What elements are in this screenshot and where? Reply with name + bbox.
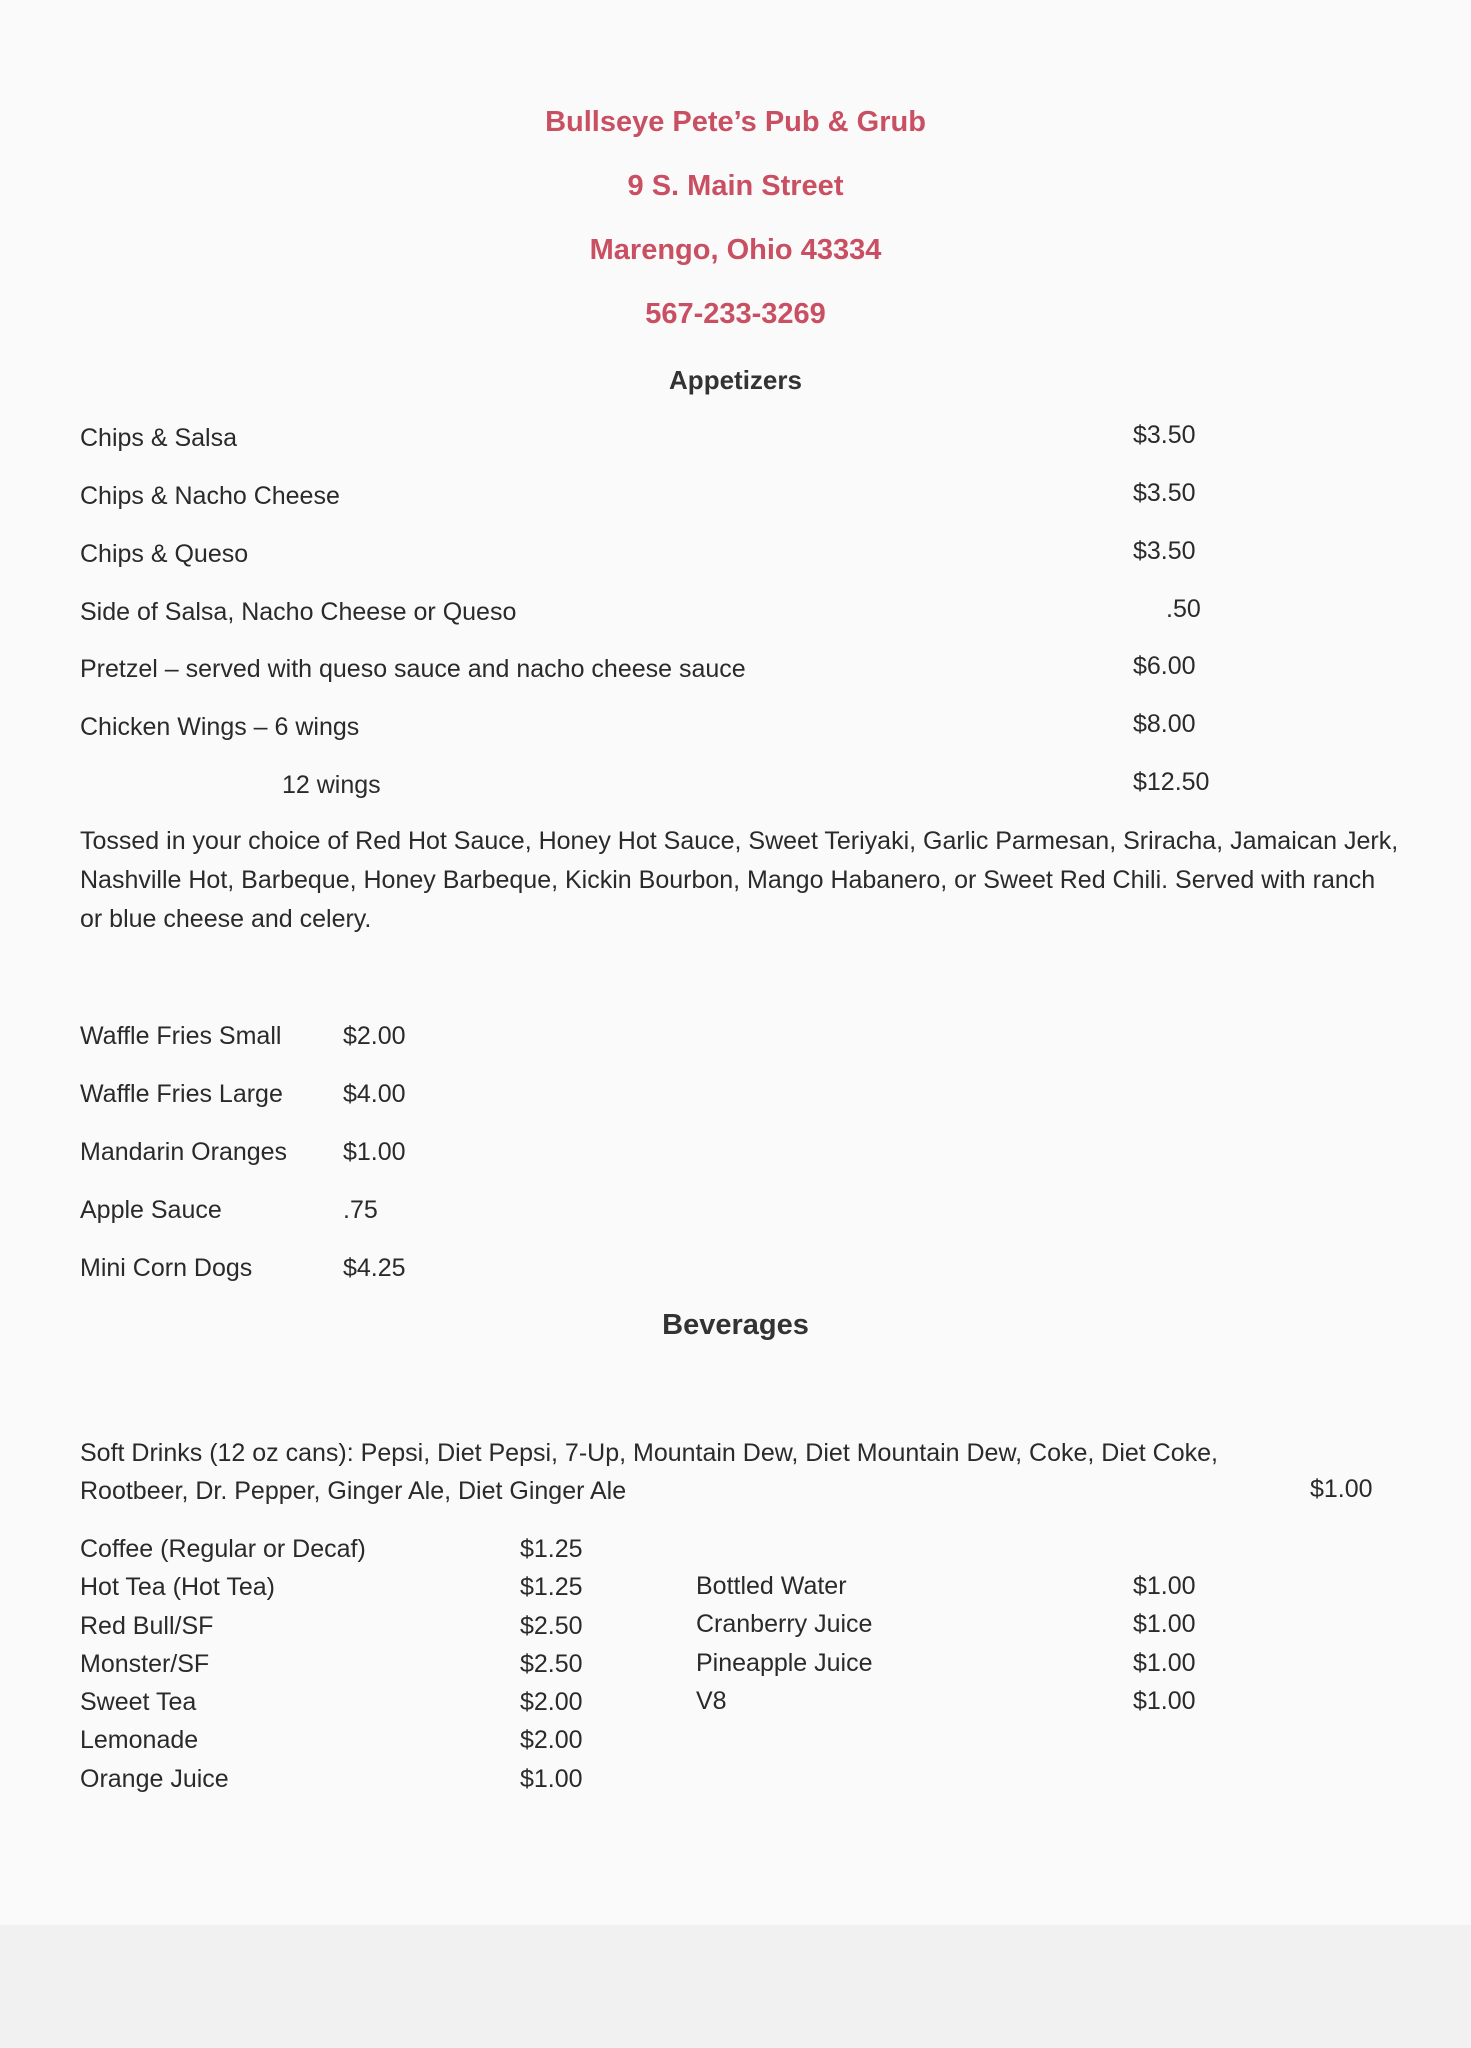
- side-price: $4.25: [343, 1254, 406, 1282]
- beverages-title: Beverages: [662, 1309, 809, 1341]
- restaurant-phone: 567-233-3269: [645, 298, 826, 330]
- appetizer-price: $3.50: [1133, 479, 1196, 507]
- beverage-name: Bottled Water: [696, 1572, 847, 1600]
- beverage-name: V8: [696, 1687, 727, 1715]
- side-name: Waffle Fries Large: [80, 1080, 283, 1108]
- restaurant-street: 9 S. Main Street: [627, 170, 844, 202]
- side-price: $2.00: [343, 1022, 406, 1050]
- beverage-price: $1.00: [520, 1765, 583, 1793]
- beverage-name: Sweet Tea: [80, 1688, 197, 1716]
- appetizer-name: Chips & Nacho Cheese: [80, 482, 340, 510]
- wings-sauce-note: Tossed in your choice of Red Hot Sauce, Honey Hot Sauce, Sweet Teriyaki, Garlic Parmesan, Sriracha, Jamaican Jerk, Nashville Hot, Barbeque, Honey Barbeque, Kickin Bourbon, Mango Habanero, or Sweet Red Chili. Served with ranch or blue cheese and celery.: [80, 827, 1399, 933]
- appetizer-price: $3.50: [1133, 537, 1196, 565]
- beverage-price: $1.00: [1133, 1649, 1196, 1677]
- appetizer-name: 12 wings: [282, 771, 381, 799]
- side-name: Waffle Fries Small: [80, 1022, 282, 1050]
- beverage-name: Pineapple Juice: [696, 1649, 873, 1677]
- appetizer-price: $3.50: [1133, 421, 1196, 449]
- appetizer-price: .50: [1166, 595, 1201, 623]
- beverage-name: Orange Juice: [80, 1765, 229, 1793]
- soft-drinks-price: $1.00: [1310, 1475, 1373, 1503]
- beverage-name: Coffee (Regular or Decaf): [80, 1535, 366, 1563]
- restaurant-name: Bullseye Pete’s Pub & Grub: [545, 106, 926, 138]
- beverage-name: Lemonade: [80, 1726, 199, 1754]
- side-name: Apple Sauce: [80, 1196, 222, 1224]
- beverage-price: $2.50: [520, 1650, 583, 1678]
- beverage-name: Red Bull/SF: [80, 1612, 214, 1640]
- side-price: $4.00: [343, 1080, 406, 1108]
- appetizer-name: Side of Salsa, Nacho Cheese or Queso: [80, 598, 517, 626]
- beverage-price: $2.50: [520, 1612, 583, 1640]
- beverage-price: $1.00: [1133, 1572, 1196, 1600]
- side-name: Mini Corn Dogs: [80, 1254, 253, 1282]
- beverage-price: $1.25: [520, 1535, 583, 1563]
- restaurant-city: Marengo, Ohio 43334: [589, 234, 882, 266]
- beverage-price: $2.00: [520, 1726, 583, 1754]
- beverage-price: $1.00: [1133, 1687, 1196, 1715]
- appetizer-name: Chicken Wings – 6 wings: [80, 713, 360, 741]
- beverage-name: Cranberry Juice: [696, 1610, 873, 1638]
- beverage-price: $1.00: [1133, 1610, 1196, 1638]
- side-price: $1.00: [343, 1138, 406, 1166]
- beverage-name: Monster/SF: [80, 1650, 210, 1678]
- appetizer-name: Chips & Salsa: [80, 424, 238, 452]
- appetizer-price: $12.50: [1133, 768, 1210, 796]
- side-price: .75: [343, 1196, 378, 1224]
- appetizer-name: Pretzel – served with queso sauce and nacho cheese sauce: [80, 655, 746, 683]
- scan-bottom-shadow: [0, 1925, 1471, 2048]
- appetizer-price: $6.00: [1133, 652, 1196, 680]
- beverage-price: $2.00: [520, 1688, 583, 1716]
- soft-drinks-line1: Soft Drinks (12 oz cans): Pepsi, Diet Pepsi, 7-Up, Mountain Dew, Diet Mountain Dew, Coke, Diet Coke,: [80, 1439, 1218, 1467]
- beverage-name: Hot Tea (Hot Tea): [80, 1573, 276, 1601]
- appetizer-name: Chips & Queso: [80, 540, 249, 568]
- beverage-price: $1.25: [520, 1573, 583, 1601]
- side-name: Mandarin Oranges: [80, 1138, 288, 1166]
- soft-drinks-line2: Rootbeer, Dr. Pepper, Ginger Ale, Diet Ginger Ale: [80, 1477, 627, 1505]
- appetizers-title: Appetizers: [669, 365, 802, 395]
- appetizer-price: $8.00: [1133, 710, 1196, 738]
